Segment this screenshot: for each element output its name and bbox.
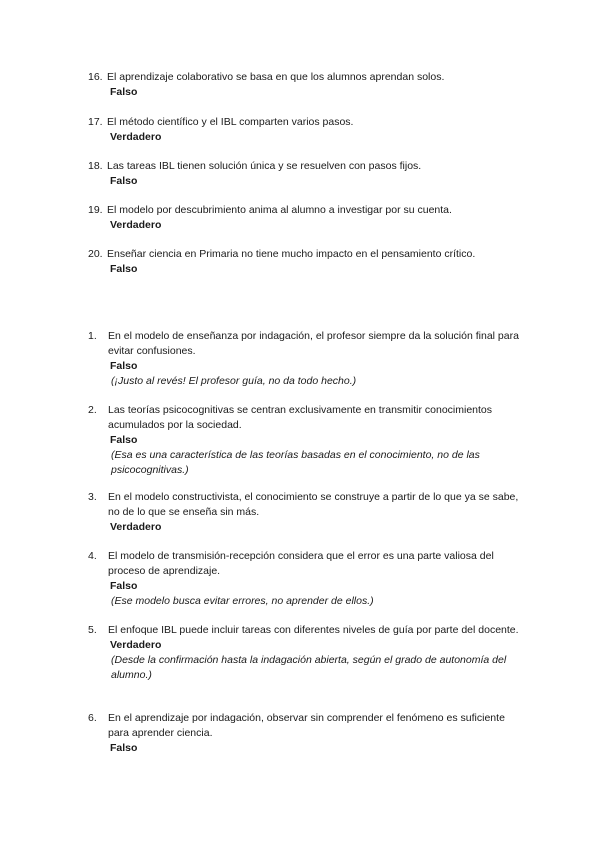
question-text: El modelo de transmisión-recepción considera que el error es una parte valiosa del proceso de aprendizaje. (108, 550, 494, 577)
question-text: En el aprendizaje por indagación, observar sin comprender el fenómeno es suficiente para aprender ciencia. (108, 712, 505, 739)
question-6 (88, 711, 528, 756)
question-5 (88, 623, 528, 683)
answer-note: (Ese modelo busca evitar errores, no aprender de ellos.) (111, 595, 374, 607)
question-number: 17. (88, 116, 103, 128)
question-3 (88, 490, 528, 535)
answer-label: Falso (110, 263, 138, 275)
question-4 (88, 549, 528, 609)
question-text: El modelo por descubrimiento anima al alumno a investigar por su cuenta. (107, 204, 452, 216)
question-number: 18. (88, 160, 103, 172)
question-text: Las tareas IBL tienen solución única y se resuelven con pasos fijos. (107, 160, 422, 172)
question-number: 19. (88, 204, 103, 216)
answer-label: Verdadero (110, 639, 162, 651)
answer-label: Falso (110, 434, 138, 446)
question-number: 20. (88, 248, 103, 260)
question-1 (88, 329, 528, 389)
answer-label: Falso (110, 742, 138, 754)
question-text: El aprendizaje colaborativo se basa en que los alumnos aprendan solos. (107, 71, 445, 83)
answer-label: Falso (110, 360, 138, 372)
question-number: 3. (88, 491, 97, 503)
question-2 (88, 403, 528, 478)
question-text: Enseñar ciencia en Primaria no tiene mucho impacto en el pensamiento crítico. (107, 248, 476, 260)
question-19 (88, 203, 528, 233)
question-text: El enfoque IBL puede incluir tareas con diferentes niveles de guía por parte del docente. (108, 624, 519, 636)
answer-label: Verdadero (110, 219, 162, 231)
answer-note: (¡Justo al revés! El profesor guía, no da todo hecho.) (111, 375, 357, 387)
question-number: 4. (88, 550, 97, 562)
answer-note: (Esa es una característica de las teorías basadas en el conocimiento, no de las psicocognitivas.) (111, 449, 480, 476)
question-16 (88, 70, 528, 100)
question-number: 6. (88, 712, 97, 724)
question-number: 16. (88, 71, 103, 83)
question-text: En el modelo constructivista, el conocimiento se construye a partir de lo que ya se sabe, no de lo que se enseña sin más. (108, 491, 519, 518)
question-number: 5. (88, 624, 97, 636)
question-text: Las teorías psicocognitivas se centran exclusivamente en transmitir conocimientos acumulados por la sociedad. (108, 404, 493, 431)
answer-label: Falso (110, 86, 138, 98)
answer-label: Falso (110, 580, 138, 592)
answer-label: Verdadero (110, 131, 162, 143)
answer-label: Falso (110, 175, 138, 187)
answer-note: (Desde la confirmación hasta la indagación abierta, según el grado de autonomía del alumno.) (111, 654, 507, 681)
question-text: El método científico y el IBL comparten varios pasos. (107, 116, 354, 128)
question-18 (88, 159, 528, 189)
question-number: 1. (88, 330, 97, 342)
question-17 (88, 115, 528, 145)
question-20 (88, 247, 528, 277)
question-number: 2. (88, 404, 97, 416)
answer-label: Verdadero (110, 521, 162, 533)
question-text: En el modelo de enseñanza por indagación, el profesor siempre da la solución final para evitar confusiones. (108, 330, 519, 357)
